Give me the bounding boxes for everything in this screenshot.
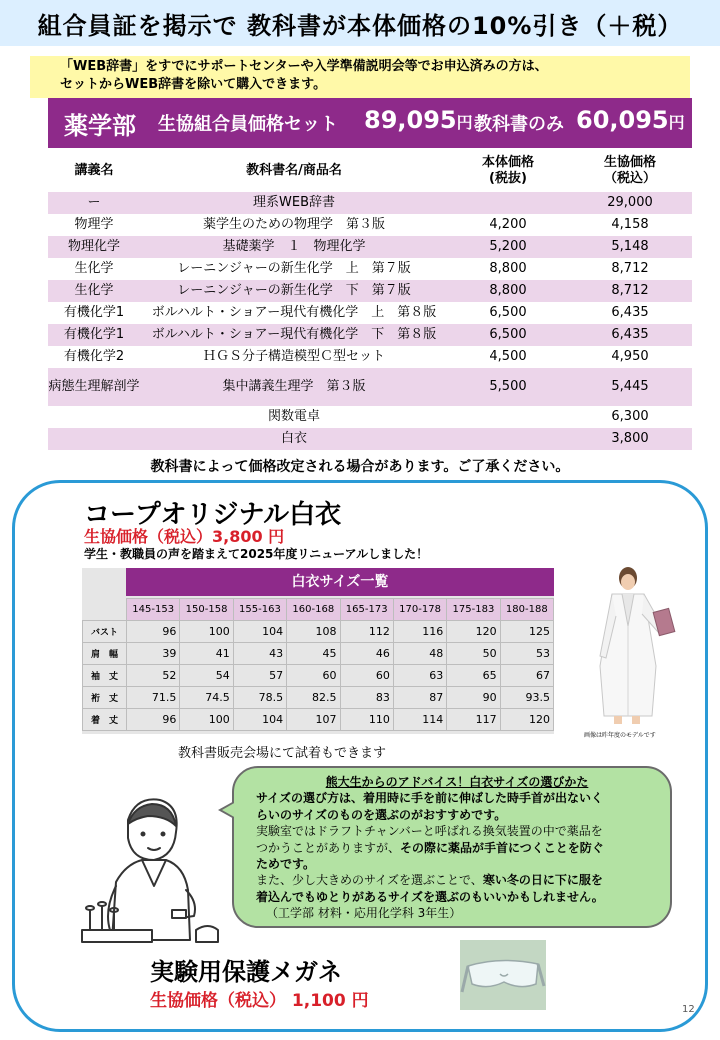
size-cell: 104 (233, 621, 286, 643)
size-row-label: 袖 丈 (83, 665, 127, 687)
price-change-footnote: 教科書によって価格改定される場合があります。ご了承ください。 (150, 459, 570, 475)
size-column-header: 145-153 (127, 599, 180, 621)
cell-subject: 病態生理解剖学 (48, 368, 140, 406)
size-cell: 90 (447, 687, 500, 709)
table-row (48, 302, 692, 324)
size-cell: 71.5 (127, 687, 180, 709)
size-cell: 104 (233, 709, 286, 731)
size-corner (83, 599, 127, 621)
trial-fitting-note: 教科書販売会場にて試着もできます (178, 746, 387, 761)
size-cell: 96 (127, 709, 180, 731)
size-row (83, 709, 554, 731)
size-row-label: 着 丈 (83, 709, 127, 731)
size-cell: 60 (340, 665, 393, 687)
cell-subject (48, 428, 140, 450)
lab-coat-image-caption: 画像は昨年度のモデルです (584, 732, 656, 739)
size-cell: 41 (180, 643, 233, 665)
cell-title: 薬学生のための物理学 第３版 (140, 214, 448, 236)
header-base-price: 本体価格 (税抜) (481, 155, 534, 186)
cell-coop-price: 5,445 (568, 368, 692, 406)
cell-base-price: 5,200 (448, 236, 568, 258)
size-cell: 65 (447, 665, 500, 687)
table-row (48, 406, 692, 428)
size-cell: 74.5 (180, 687, 233, 709)
cell-subject: 有機化学1 (48, 302, 140, 324)
size-cell: 120 (447, 621, 500, 643)
advice-line-6: また、少し大きめのサイズを選ぶことで、寒い冬の日に下に服を (256, 873, 603, 888)
size-cell: 52 (127, 665, 180, 687)
header-subject: 講義名 (74, 163, 114, 178)
size-cell: 114 (393, 709, 446, 731)
cell-subject: 生化学 (48, 280, 140, 302)
cell-coop-price: 3,800 (568, 428, 692, 450)
advice-title: 熊大生からのアドバイス！白衣サイズの選びかた (325, 775, 589, 789)
cell-coop-price: 6,300 (568, 406, 692, 428)
goggles-title: 実験用保護メガネ (150, 958, 342, 986)
size-cell: 125 (500, 621, 553, 643)
table-row (48, 324, 692, 346)
table-row (48, 368, 692, 406)
advice-line-1: サイズの選び方は、着用時に手を前に伸ばした時手首が出ないく (256, 791, 604, 806)
size-column-header: 165-173 (340, 599, 393, 621)
size-cell: 82.5 (287, 687, 340, 709)
advice-line-4: つかうことがありますが、その際に薬品が手首につくことを防ぐ (256, 840, 604, 855)
size-row (83, 621, 554, 643)
header-banner (0, 0, 720, 46)
package-price-bar (48, 98, 692, 148)
header-coop-price: 生協価格 （税込） (603, 155, 656, 186)
size-column-header: 180-188 (500, 599, 553, 621)
cell-title: レーニンジャーの新生化学 下 第７版 (140, 280, 448, 302)
cell-subject: 生化学 (48, 258, 140, 280)
size-cell: 83 (340, 687, 393, 709)
size-cell: 117 (447, 709, 500, 731)
lab-coat-description: 学生・教職員の声を踏まえて2025年度リニューアルしました！ (84, 547, 429, 561)
advice-line-3: 実験室ではドラフトチャンバーと呼ばれる換気装置の中で薬品を (256, 824, 603, 839)
size-cell: 63 (393, 665, 446, 687)
size-cell: 100 (180, 709, 233, 731)
safety-goggles-image (460, 940, 546, 1010)
table-row (48, 280, 692, 302)
size-cell: 116 (393, 621, 446, 643)
size-column-header: 155-163 (233, 599, 286, 621)
lab-coat-image (586, 566, 682, 728)
size-cell: 46 (340, 643, 393, 665)
table-row (48, 428, 692, 450)
size-row (83, 687, 554, 709)
cell-coop-price: 8,712 (568, 280, 692, 302)
size-column-header: 170-178 (393, 599, 446, 621)
advice-line-2: らいのサイズのものを選ぶのがおすすめです。 (256, 807, 507, 822)
size-cell: 120 (500, 709, 553, 731)
cell-subject: 有機化学1 (48, 324, 140, 346)
book-only-price: 60,095円 (576, 106, 685, 134)
size-cell: 60 (287, 665, 340, 687)
size-chart (82, 568, 554, 734)
notice-line-2: セットからWEB辞書を除いて購入できます。 (60, 77, 327, 92)
size-cell: 45 (287, 643, 340, 665)
textbook-table (48, 150, 692, 450)
book-only-label: 教科書のみ (474, 114, 564, 135)
cell-subject (48, 406, 140, 428)
cell-coop-price: 6,435 (568, 302, 692, 324)
page-number: 12 (682, 1004, 695, 1015)
advice-line-7: 着込んでもゆとりがあるサイズを選ぶのもいいかもしれません。 (256, 889, 604, 904)
cell-coop-price: 8,712 (568, 258, 692, 280)
cell-base-price: 8,800 (448, 258, 568, 280)
goggles-price: 生協価格（税込） 1,100 円 (150, 991, 369, 1011)
size-cell: 96 (127, 621, 180, 643)
cell-base-price: 8,800 (448, 280, 568, 302)
size-cell: 43 (233, 643, 286, 665)
cell-coop-price: 6,435 (568, 324, 692, 346)
size-cell: 108 (287, 621, 340, 643)
size-cell: 39 (127, 643, 180, 665)
size-chart-title: 白衣サイズ一覧 (126, 568, 554, 596)
cell-subject: 物理化学 (48, 236, 140, 258)
set-price: 89,095円 (364, 106, 473, 134)
cell-title: 関数電卓 (140, 406, 448, 428)
size-row (83, 643, 554, 665)
cell-subject: 物理学 (48, 214, 140, 236)
size-cell: 100 (180, 621, 233, 643)
size-header-row (83, 599, 554, 621)
cell-base-price: 4,200 (448, 214, 568, 236)
cell-title: 基礎薬学 １ 物理化学 (140, 236, 448, 258)
advice-speech-bubble (232, 766, 672, 928)
advice-author: （工学部 材料・応用化学科 3年生） (266, 906, 462, 921)
size-cell: 112 (340, 621, 393, 643)
lab-coat-price: 生協価格（税込）3,800 円 (84, 527, 285, 546)
cell-base-price: 5,500 (448, 368, 568, 406)
student-illustration (76, 790, 226, 950)
cell-base-price: 6,500 (448, 302, 568, 324)
notice-line-1: 「WEB辞書」をすでにサポートセンターや入学準備説明会等でお申込済みの方は、 (60, 59, 548, 74)
cell-title: ボルハルト・ショアー現代有機化学 上 第８版 (140, 302, 448, 324)
table-row (48, 258, 692, 280)
size-cell: 107 (287, 709, 340, 731)
table-row (48, 214, 692, 236)
size-cell: 50 (447, 643, 500, 665)
size-cell: 78.5 (233, 687, 286, 709)
web-dictionary-notice (30, 56, 690, 98)
size-cell: 110 (340, 709, 393, 731)
cell-title: ＨＧＳ分子構造模型Ｃ型セット (140, 346, 448, 368)
department-name: 薬学部 (64, 112, 136, 140)
cell-coop-price: 4,950 (568, 346, 692, 368)
header-title: 教科書名/商品名 (246, 163, 342, 178)
table-header-row (48, 150, 692, 192)
cell-base-price (448, 192, 568, 214)
table-row (48, 192, 692, 214)
table-row (48, 346, 692, 368)
cell-base-price (448, 428, 568, 450)
size-cell: 54 (180, 665, 233, 687)
cell-coop-price: 5,148 (568, 236, 692, 258)
size-column-header: 150-158 (180, 599, 233, 621)
size-cell: 87 (393, 687, 446, 709)
size-cell: 67 (500, 665, 553, 687)
cell-title: 集中講義生理学 第３版 (140, 368, 448, 406)
cell-base-price: 4,500 (448, 346, 568, 368)
size-row (83, 665, 554, 687)
speech-bubble-tail-fill (222, 802, 236, 818)
advice-line-5: ためです。 (256, 857, 316, 872)
set-label: 生協組合員価格セット (158, 114, 338, 135)
cell-title: 理系WEB辞書 (140, 192, 448, 214)
cell-title: ボルハルト・ショアー現代有機化学 下 第８版 (140, 324, 448, 346)
size-row-label: バスト (83, 621, 127, 643)
page-title: 組合員証を掲示で 教科書が本体価格の10%引き（＋税） (37, 12, 683, 40)
size-cell: 48 (393, 643, 446, 665)
cell-coop-price: 29,000 (568, 192, 692, 214)
size-cell: 57 (233, 665, 286, 687)
size-column-header: 175-183 (447, 599, 500, 621)
cell-title: 白衣 (140, 428, 448, 450)
cell-title: レーニンジャーの新生化学 上 第７版 (140, 258, 448, 280)
lab-coat-title: コープオリジナル白衣 (84, 500, 342, 530)
size-grid (82, 598, 554, 731)
cell-base-price: 6,500 (448, 324, 568, 346)
cell-subject: ー (48, 192, 140, 214)
cell-subject: 有機化学2 (48, 346, 140, 368)
size-cell: 53 (500, 643, 553, 665)
size-row-label: 肩 幅 (83, 643, 127, 665)
cell-coop-price: 4,158 (568, 214, 692, 236)
size-row-label: 裄 丈 (83, 687, 127, 709)
cell-base-price (448, 406, 568, 428)
size-column-header: 160-168 (287, 599, 340, 621)
table-row (48, 236, 692, 258)
size-cell: 93.5 (500, 687, 553, 709)
